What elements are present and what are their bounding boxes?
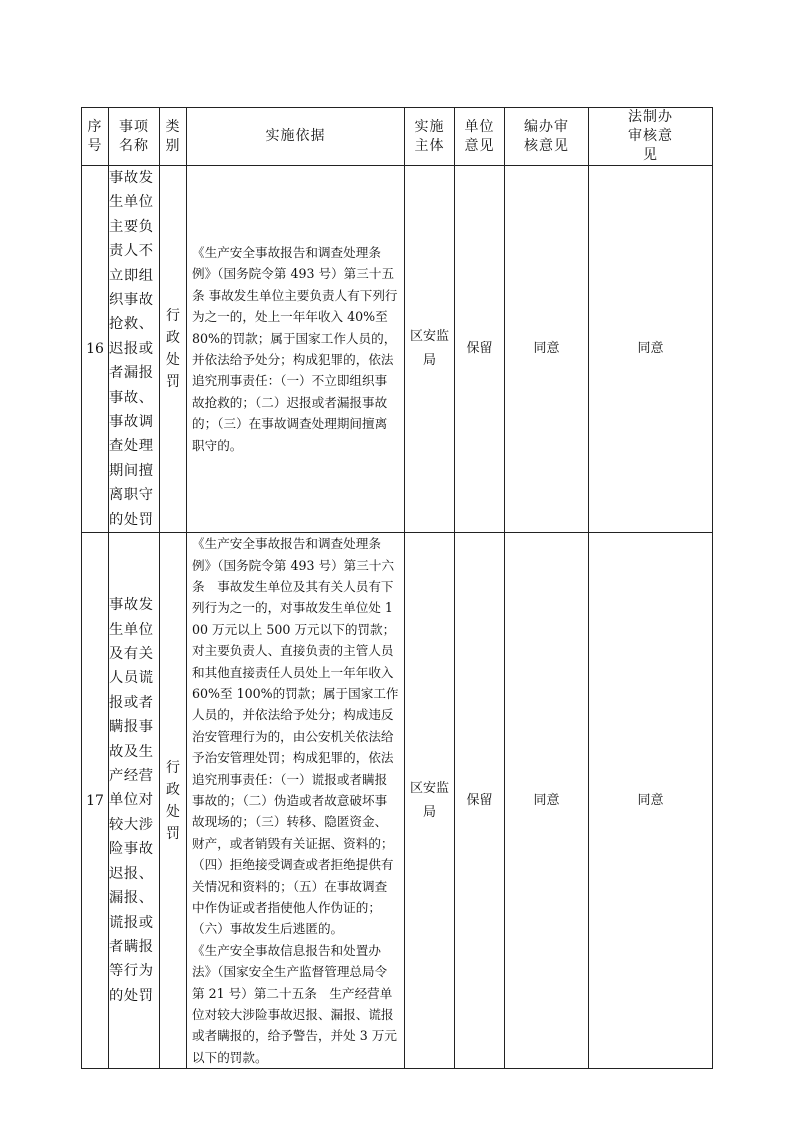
row-seq: 16	[82, 166, 109, 533]
row-staff-review: 同意	[505, 533, 589, 1069]
header-unit-opinion: 单位意见	[455, 108, 505, 166]
row-legal-review: 同意	[589, 166, 713, 533]
row-legal-review: 同意	[589, 533, 713, 1069]
basis-paragraph: 《生产安全事故报告和调查处理条例》（国务院令第 493 号）第三十六条 事故发生单位及其有关人员有下列行为之一的，对事故发生单位处 100 万元以上 500 万元以下的罚款；对主要负责人、直接负责的主管人员和其他直接责任人员处上一年年收入 60%至 100%的罚款；属于国家工作人员的，并依法给予处分；构成违反治安管理行为的，由公安机关依法给予治安管理处罚；构成犯罪的，依法追究刑事责任：（一）谎报或者瞒报事故的；（二）伪造或者故意破坏事故现场的；（三）转移、隐匿资金、财产，或者销毁有关证据、资料的；（四）拒绝接受调查或者拒绝提供有关情况和资料的；（五）在事故调查中作伪证或者指使他人作伪证的；（六）事故发生后逃匿的。	[192, 536, 399, 937]
row-staff-review: 同意	[505, 166, 589, 533]
row-unit-opinion: 保留	[455, 166, 505, 533]
basis-paragraph: 《生产安全事故报告和调查处理条例》（国务院令第 493 号）第三十五条 事故发生单位主要负责人有下列行为之一的，处上一年年收入 40%至 80%的罚款；属于国家工作人员的，并依法给予处分；构成犯罪的，依法追究刑事责任：（一）不立即组织事故抢救的；（二）迟报或者漏报事故的；（三）在事故调查处理期间擅离职守的。	[192, 245, 398, 453]
row-category: 行政处罚	[160, 166, 187, 533]
row-subject: 区安监局	[405, 533, 455, 1069]
header-staff-review: 编办审核意见	[505, 108, 589, 166]
header-seq: 序号	[82, 108, 109, 166]
row-basis	[187, 533, 405, 1069]
header-item-name: 事项名称	[109, 108, 160, 166]
header-basis: 实施依据	[187, 108, 405, 166]
approval-table	[81, 107, 713, 1069]
row-item-name: 事故发生单位及有关人员谎报或者瞒报事故及生产经营单位对较大涉险事故迟报、漏报、谎报或者瞒报等行为的处罚	[109, 533, 160, 1069]
header-legal-review: 法制办审核意见	[589, 108, 713, 166]
row-unit-opinion: 保留	[455, 533, 505, 1069]
row-category: 行政处罚	[160, 533, 187, 1069]
row-seq: 17	[82, 533, 109, 1069]
row-item-name: 事故发生单位主要负责人不立即组织事故抢救、迟报或者漏报事故、事故调查处理期间擅离职守的处罚	[109, 166, 160, 533]
row-subject: 区安监局	[405, 166, 455, 533]
table-row	[82, 533, 713, 1069]
table-header-row	[82, 108, 713, 166]
basis-paragraph: 《生产安全事故信息报告和处置办法》（国家安全生产监督管理总局令第 21 号）第二十五条 生产经营单位对较大涉险事故迟报、漏报、谎报或者瞒报的，给予警告，并处 3 万元以下的罚款。	[192, 942, 397, 1065]
row-basis	[187, 166, 405, 533]
header-subject: 实施主体	[405, 108, 455, 166]
header-category: 类别	[160, 108, 187, 166]
table-row	[82, 166, 713, 533]
